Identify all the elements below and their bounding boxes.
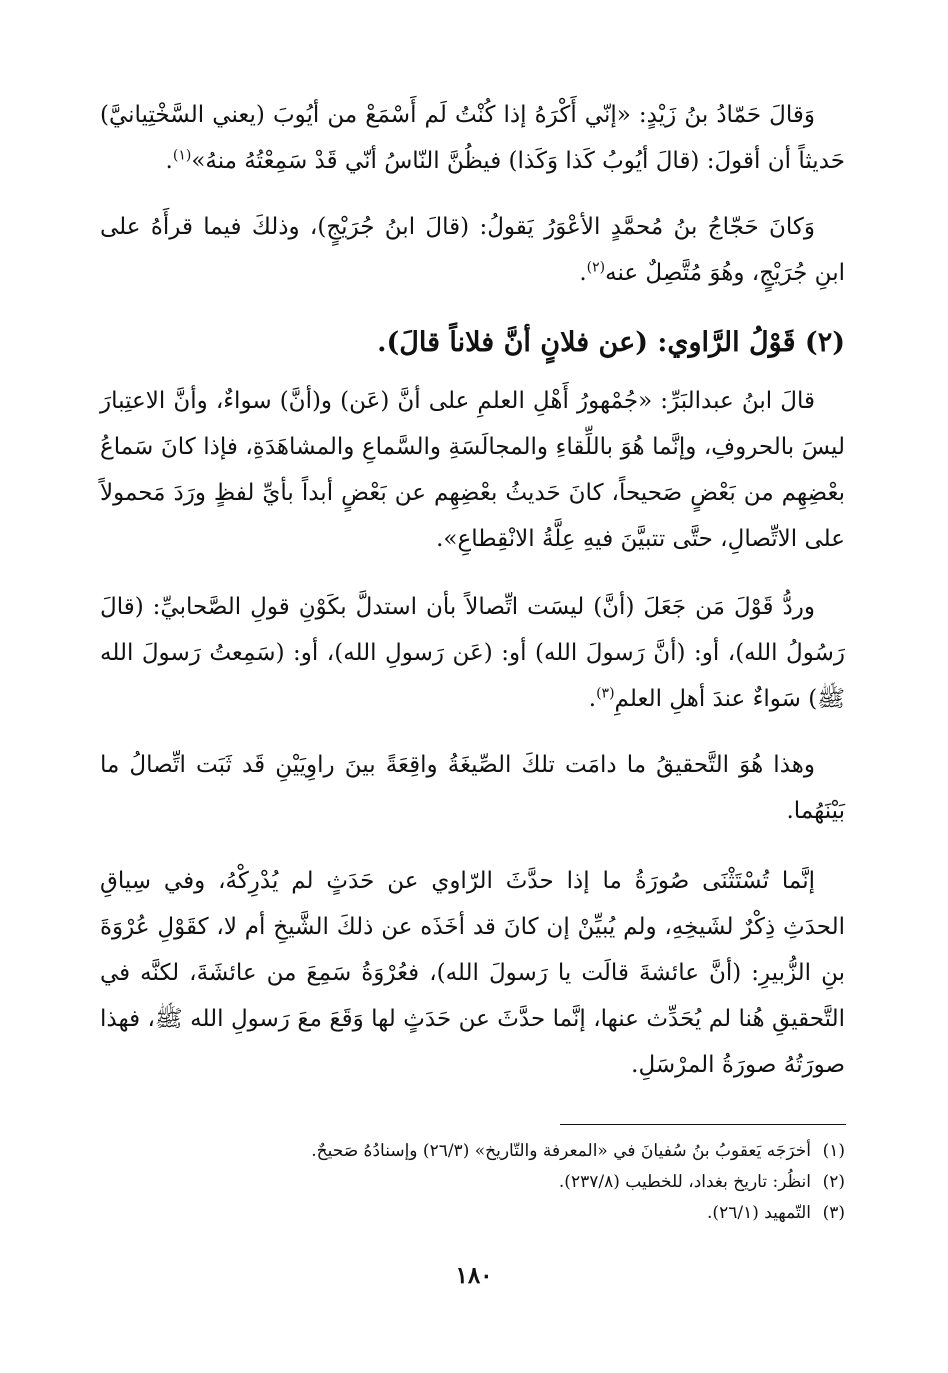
paragraph <box>100 92 845 184</box>
paragraph-text: وردُّ قَوْلَ مَن جَعَلَ (أنَّ) ليسَت اتِّصالاً بأن استدلَّ بكَوْنِ قولِ الصَّحابيِّ: (قالَ رَسُولُ الله)، أو: (أنَّ رَسولَ الله) أو: (عَن رَسولِ الله)، أو: (سَمِعتُ رَسولَ الله ﷺ) سَواءٌ عندَ أهلِ العلمِ <box>100 594 845 712</box>
footnote-number: (٢) <box>822 1172 845 1192</box>
footnote <box>205 1136 845 1167</box>
footnote-number: (٣) <box>822 1203 845 1223</box>
footnote-text: التّمهيد (٢٦/١). <box>707 1203 811 1223</box>
paragraph <box>100 584 845 722</box>
footnote-number: (١) <box>822 1141 845 1161</box>
paragraph-text: وهذا هُوَ التَّحقيقُ ما دامَت تلكَ الصِّيغَةُ واقِعَةً بينَ راوِيَيْنِ قَد ثَبَت اتِّصالُ ما بَيْنَهُما. <box>100 752 845 824</box>
paragraph <box>100 858 845 1088</box>
paragraph <box>100 378 845 562</box>
paragraph-text: وَكانَ حَجّاجُ بنُ مُحمَّدٍ الأعْوَرُ يَقولُ: (قالَ ابنُ جُرَيْجٍ)، وذلكَ فيما قرأَهُ على ابنِ جُرَيْجٍ، وهُوَ مُتَّصِلٌ عنه <box>100 214 845 286</box>
paragraph <box>100 204 845 296</box>
footnote-text: انظُر: تاريخ بغداد، للخطيب (٢٣٧/٨). <box>558 1172 811 1192</box>
footnote-text: أخرَجَه يَعقوبُ بنُ سُفيانَ في «المعرفة والتّاريخ» (٢٦/٣) وإسنادُهُ صَحيحٌ. <box>311 1141 811 1161</box>
paragraph-text: قالَ ابنُ عبدالبَرِّ: «جُمْهورُ أَهْلِ العلمِ على أنَّ (عَن) و(أنَّ) سواءٌ، وأنَّ الاعتِبارَ ليسَ بالحروفِ، وإنَّما هُوَ باللِّقاءِ والمجالَسَةِ والسَّماعِ والمشاهَدَةِ، فإذا كانَ سَماعُ بعْضِهِم من بَعْضٍ صَحيحاً، كانَ حَديثُ بعْضِهِم عن بَعْضٍ أبداً بأيِّ لفظٍ ورَدَ مَحمولاً على الاتِّصالِ، حتَّى تتبيَّنَ فيهِ عِلَّةُ الانْقِطاعِ». <box>100 388 845 552</box>
paragraph-text: وَقالَ حَمّادُ بنُ زَيْدٍ: «إنّي أَكْرَهُ إذا كُنْتُ لَم أَسْمَعْ من أيُوبَ (يعني السَّخْتِيانيَّ) حَديثاً أن أقولَ: (قالَ أيُوبُ كَذا وَكَذا) فيظُنَّ النّاسُ أنّي قَدْ سَمِعْتُهُ منهُ» <box>100 102 845 174</box>
paragraph <box>100 742 845 834</box>
page-number: ١٨٠ <box>455 1262 493 1289</box>
section-heading: (٢) قَوْلُ الرَّاوي: (عن فلانٍ أنَّ فلاناً قالَ). <box>377 327 845 358</box>
footnote-divider <box>560 1124 846 1125</box>
main-text <box>100 92 845 1088</box>
punctuation: . <box>588 686 597 712</box>
footnote <box>205 1167 845 1198</box>
punctuation: . <box>579 260 587 286</box>
footnote-ref: (٣) <box>596 685 615 702</box>
footnote-ref: (٢) <box>586 259 606 276</box>
paragraph-text: إنَّما تُسْتَثْنَى صُورَةُ ما إذا حدَّثَ الرّاوي عن حَدَثٍ لم يُدْرِكْهُ، وفي سِياقِ الحدَثِ ذِكْرٌ لشَيخِهِ، ولم يُبيِّنْ إن كانَ قد أخَذَه عن ذلكَ الشَّيخِ أم لا، كقَوْلِ عُرْوَةَ بنِ الزُّبيرِ: (أنَّ عائشةَ قالَت يا رَسولَ الله)، فعُرْوَةُ سَمِعَ من عائشَةَ، لكنَّه في التَّحقيقِ هُنا لم يُحَدِّث عنها، إنَّما حدَّثَ عن حَدَثٍ لها وَقَعَ معَ رَسولِ الله ﷺ، فهذا صورَتُهُ صورَةُ المرْسَلِ. <box>100 868 845 1078</box>
footnotes <box>205 1136 845 1229</box>
punctuation: . <box>165 148 173 174</box>
footnote-ref: (١) <box>172 147 192 164</box>
footnote <box>205 1198 845 1229</box>
